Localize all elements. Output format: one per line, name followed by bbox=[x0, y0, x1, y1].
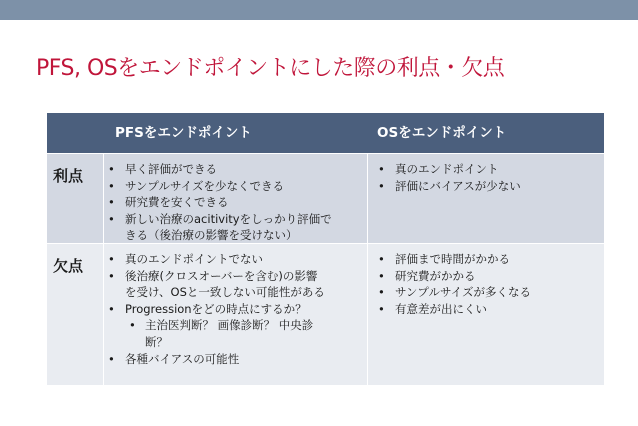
column-divider bbox=[103, 154, 104, 243]
top-accent-bar bbox=[0, 0, 638, 20]
bullet-icon: • bbox=[378, 162, 385, 176]
list-item-text: 後治療(クロスオーバーを含む)の影響 bbox=[125, 268, 318, 283]
bullet-icon: • bbox=[108, 351, 115, 366]
bullet-icon: • bbox=[108, 301, 115, 316]
column-divider bbox=[367, 244, 368, 385]
row-label-disadvantages: 欠点 bbox=[53, 257, 84, 275]
disadvantages-os-cell bbox=[375, 251, 601, 317]
table-row-disadvantages bbox=[47, 244, 604, 385]
list-item-text: 主治医判断？ 画像診断？ 中央診 bbox=[145, 318, 314, 333]
table-row-advantages bbox=[47, 154, 604, 243]
list-item-continuation bbox=[105, 284, 367, 301]
comparison-table bbox=[47, 113, 604, 385]
header-pfs-endpoint: PFSをエンドポイント bbox=[115, 125, 252, 141]
list-item-text: 研究費がかかる bbox=[395, 268, 476, 283]
bullet-icon: • bbox=[378, 301, 385, 316]
bullet-icon: • bbox=[129, 318, 136, 333]
bullet-icon: • bbox=[108, 268, 115, 283]
sub-list-item-continuation bbox=[105, 334, 367, 351]
list-item-text: 真のエンドポイントでない bbox=[125, 252, 263, 266]
list-item-text: サンプルサイズを少なくできる bbox=[125, 178, 285, 193]
bullet-icon: • bbox=[108, 252, 115, 266]
list-item-continuation bbox=[105, 227, 367, 244]
bullet-icon: • bbox=[108, 178, 115, 193]
list-item bbox=[375, 161, 601, 178]
list-item bbox=[105, 194, 367, 211]
bullet-icon: • bbox=[378, 178, 385, 193]
list-item-text: 真のエンドポイント bbox=[395, 162, 499, 176]
list-item-text: 断？ bbox=[145, 334, 168, 349]
list-item bbox=[105, 301, 367, 318]
list-item-text: サンプルサイズが多くなる bbox=[395, 285, 532, 300]
bullet-icon: • bbox=[108, 162, 115, 176]
list-item bbox=[375, 284, 601, 301]
list-item-text: 有意差が出にくい bbox=[395, 301, 487, 316]
list-item bbox=[375, 178, 601, 195]
sub-list-item bbox=[105, 317, 367, 334]
list-item-text: 早く評価ができる bbox=[125, 162, 217, 176]
bullet-icon: • bbox=[108, 211, 115, 226]
advantages-pfs-cell bbox=[105, 161, 367, 244]
list-item-text: 評価まで時間がかかる bbox=[395, 252, 510, 266]
bullet-icon: • bbox=[378, 252, 385, 266]
header-os-endpoint: OSをエンドポイント bbox=[377, 125, 507, 141]
list-item-text: を受け、OSと一致しない可能性がある bbox=[125, 285, 325, 300]
list-item bbox=[105, 351, 367, 368]
list-item bbox=[375, 251, 601, 268]
list-item bbox=[105, 251, 367, 268]
list-item-text: 研究費を安くできる bbox=[125, 195, 229, 210]
column-divider bbox=[367, 154, 368, 243]
list-item-text: 新しい治療のacitivityをしっかり評価で bbox=[125, 211, 332, 226]
bullet-icon: • bbox=[378, 268, 385, 283]
disadvantages-pfs-cell bbox=[105, 251, 367, 367]
row-label-advantages: 利点 bbox=[53, 167, 84, 185]
list-item-text: きる（後治療の影響を受けない） bbox=[125, 228, 298, 243]
advantages-os-cell bbox=[375, 161, 601, 194]
list-item-text: Progressionをどの時点にするか？ bbox=[125, 301, 307, 316]
bullet-icon: • bbox=[378, 285, 385, 300]
list-item-text: 各種バイアスの可能性 bbox=[125, 351, 240, 366]
list-item-text: 評価にバイアスが少ない bbox=[395, 178, 521, 193]
list-item bbox=[105, 268, 367, 285]
list-item bbox=[105, 178, 367, 195]
list-item bbox=[375, 268, 601, 285]
bullet-icon: • bbox=[108, 195, 115, 210]
list-item bbox=[105, 161, 367, 178]
page-title: PFS, OSをエンドポイントにした際の利点・欠点 bbox=[36, 56, 505, 81]
column-divider bbox=[103, 244, 104, 385]
header-empty-cell bbox=[47, 113, 104, 153]
list-item bbox=[105, 211, 367, 228]
list-item bbox=[375, 301, 601, 318]
table-header-row bbox=[47, 113, 604, 153]
